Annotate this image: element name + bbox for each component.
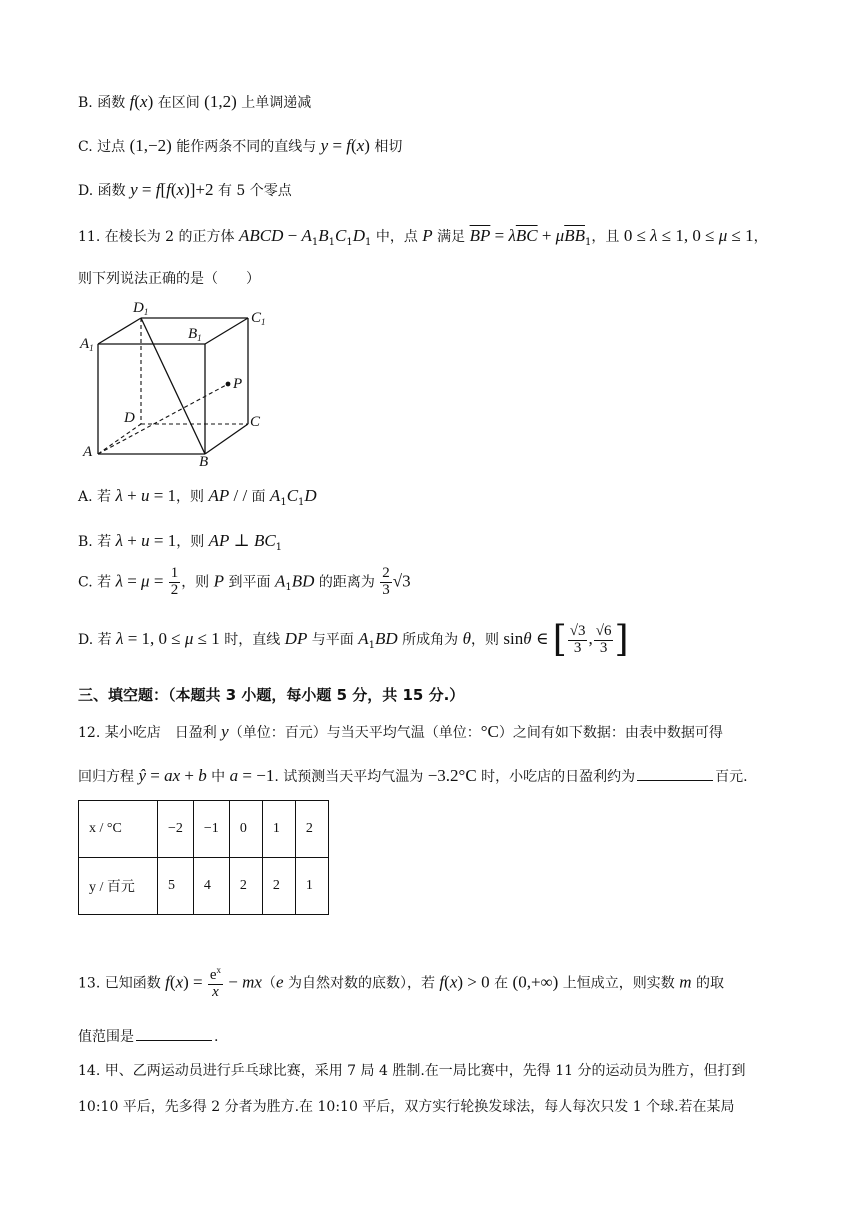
table-cell: 1	[262, 801, 295, 858]
table-header-x: x / °C	[79, 801, 158, 858]
option-10-b: B. 函数 f(x) 在区间 (1,2) 上单调递减	[78, 92, 312, 111]
label-a1: $A_1$	[80, 336, 94, 353]
question-12-line1: 12. 某小吃店 日盈利 y（单位：百元）与当天平均气温（单位：°C）之间有如下数据：由表中数据可得	[78, 722, 723, 741]
table-row	[79, 801, 329, 858]
label-p: P	[233, 376, 243, 392]
option-11-c: C. 若 λ = μ = $\frac{1}{2}$ ，则 P 到平面 $A_1BD$ 的距离为 $\frac{2}{3}$ √3	[78, 565, 411, 598]
label-b: B	[199, 454, 209, 468]
table-cell: −1	[193, 801, 229, 858]
table-header-y: y / 百元	[79, 858, 158, 915]
table-row	[79, 858, 329, 915]
question-11-stem2: 则下列说法正确的是（ ）	[78, 271, 260, 287]
label-d: D	[124, 410, 135, 426]
table-cell: 0	[229, 801, 262, 858]
data-table	[78, 800, 329, 915]
option-11-d: D. 若 λ = 1, 0 ≤ μ ≤ 1 时，直线 DP 与平面 $A_1BD$ 所成角为 θ，则 sinθ ∈ [ $\frac{√3}{3}$ , $\frac{√6}{3}$ ]	[78, 619, 629, 660]
label-a: A	[83, 444, 93, 460]
question-14-line1: 14. 甲、乙两运动员进行乒乓球比赛，采用 7 局 4 胜制.在一局比赛中，先得 11 分的运动员为胜方，但打到	[78, 1063, 746, 1079]
question-13-line1: 13. 已知函数 f(x) = $\frac{e^x}{x}$ − mx（e 为自然对数的底数），若 f(x) > 0 在 (0,+∞) 上恒成立，则实数 m 的取	[78, 965, 724, 1000]
table-cell: 4	[193, 858, 229, 915]
option-10-d: D. 函数 y = f[f(x)]+2 有 5 个零点	[78, 180, 292, 199]
option-11-b: B. 若 λ + u = 1，则 AP ⊥ $BC_1$	[78, 531, 283, 553]
question-11-stem: 11. 在棱长为 2 的正方体 ABCD − $A_1B_1C_1D_1$ 中，点 P 满足 $\overline{BP} = \lambda\overline{BC} + \mu\overline{BB}_1$，且 0 ≤ λ ≤ 1, 0 ≤ μ ≤ 1，	[78, 226, 768, 248]
table-cell: 5	[158, 858, 194, 915]
cube-figure	[78, 296, 278, 468]
question-12-line2: 回归方程 ŷ = ax + b 中 a = −1. 试预测当天平均气温为 −3.2°C 时，小吃店的日盈利约为 百元.	[78, 766, 748, 785]
label-d1: $D_1$	[133, 300, 149, 317]
table-cell: −2	[158, 801, 194, 858]
question-13-line2: 值范围是 .	[78, 1026, 218, 1046]
table-cell: 1	[295, 858, 328, 915]
question-14-line2: 10:10 平后，先多得 2 分者为胜方.在 10:10 平后，双方实行轮换发球法，每人每次只发 1 个球.若在某局	[78, 1099, 735, 1115]
label-c: C	[250, 414, 261, 430]
label-b1: $B_1$	[188, 326, 202, 343]
option-10-c: C. 过点 (1,−2) 能作两条不同的直线与 y = f(x) 相切	[78, 136, 403, 155]
table-cell: 2	[229, 858, 262, 915]
section-title: 三、填空题：（本题共 3 小题，每小题 5 分，共 15 分.）	[78, 686, 465, 704]
table-cell: 2	[295, 801, 328, 858]
label-c1: $C_1$	[251, 310, 266, 327]
option-11-a: A. 若 λ + u = 1，则 AP / / 面 $A_1C_1D$	[78, 486, 317, 508]
table-cell: 2	[262, 858, 295, 915]
